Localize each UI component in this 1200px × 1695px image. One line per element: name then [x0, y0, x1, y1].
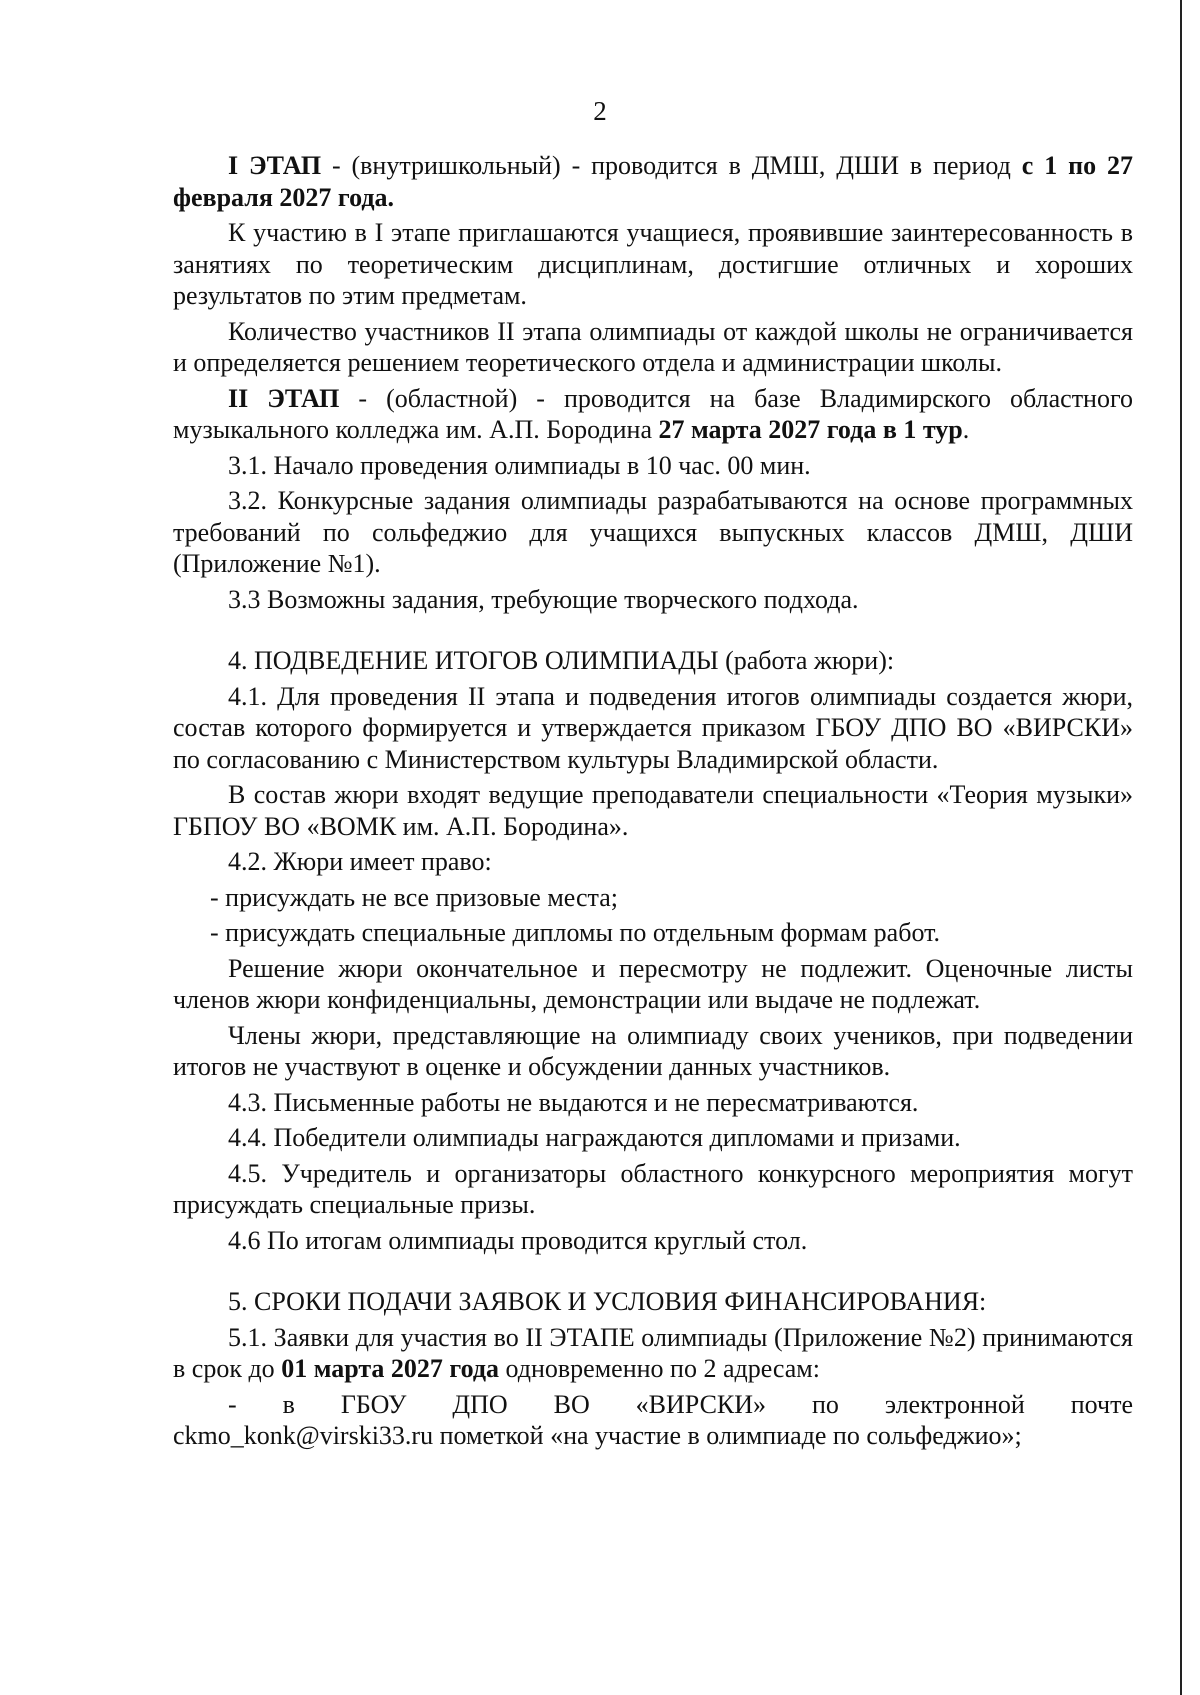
participation-paragraph: К участию в I этапе приглашаются учащиеся, проявившие заинтересованность в занятиях по теоретическим дисциплинам, достигшие отличных и хороших результатов по этим предметам. — [173, 218, 1133, 310]
section-4-heading: 4. ПОДВЕДЕНИЕ ИТОГОВ ОЛИМПИАДЫ (работа жюри): — [228, 646, 895, 675]
stage2-title: II ЭТАП — [228, 383, 340, 413]
stage1-dates: с 1 по 27 февраля 2027 года. — [173, 151, 1133, 212]
page-number: 2 — [593, 96, 607, 126]
clause-3-2: 3.2. Конкурсные задания олимпиады разрабатываются на основе программных требований по сольфеджио для учащихся выпускных классов ДМШ, ДШИ (Приложение №1). — [173, 486, 1133, 578]
clause-4-6: 4.6 По итогам олимпиады проводится круглый стол. — [228, 1225, 808, 1255]
clause-4-4: 4.4. Победители олимпиады награждаются дипломами и призами. — [228, 1123, 961, 1152]
page-edge-line — [1180, 0, 1182, 1695]
clause-5-1-post: одновременно по 2 адресам: — [499, 1354, 820, 1383]
clause-4-1: 4.1. Для проведения II этапа и подведения итогов олимпиады создается жюри, состав которого формируется и утверждается приказом ГБОУ ДПО ВО «ВИРСКИ» по согласованию с Министерством культуры Владимирской области. — [173, 681, 1133, 774]
clause-4-2: 4.2. Жюри имеет право: — [228, 847, 492, 876]
decision-paragraph: Решение жюри окончательное и пересмотру не подлежит. Оценочные листы членов жюри конфиденциальны, демонстрации или выдаче не подлежат. — [173, 953, 1133, 1014]
document-body — [173, 150, 1133, 1456]
jury-members-paragraph: Члены жюри, представляющие на олимпиаду своих учеников, при подведении итогов не участвуют в оценке и обсуждении данных участников. — [173, 1020, 1133, 1081]
jury-composition-paragraph: В состав жюри входят ведущие преподаватели специальности «Теория музыки» ГБПОУ ВО «ВОМК им. А.П. Бородина». — [173, 780, 1133, 841]
clause-4-5: 4.5. Учредитель и организаторы областного конкурсного мероприятия могут присуждать специальные призы. — [173, 1158, 1133, 1219]
stage2-text: - (областной) - проводится на базе Владимирского областного музыкального колледжа им. А.П. Бородина — [173, 383, 1133, 444]
address-item-1-line2: ckmo_konk@virski33.ru пометкой «на участие в олимпиаде по сольфеджио»; — [173, 1421, 1022, 1450]
clause-5-1-pre: 5.1. Заявки для участия во II ЭТАПЕ олимпиады (Приложение №2) принимаются в срок до — [173, 1322, 1133, 1383]
quantity-paragraph: Количество участников II этапа олимпиады от каждой школы не ограничивается и определяется решением теоретического отдела и администрации школы. — [173, 316, 1133, 377]
clause-3-1: 3.1. Начало проведения олимпиады в 10 час. 00 мин. — [228, 450, 811, 480]
stage2-end: . — [962, 415, 970, 444]
stage2-dates: 27 марта 2027 года в 1 тур — [658, 415, 963, 444]
clause-3-3: 3.3 Возможны задания, требующие творческого подхода. — [228, 584, 859, 614]
jury-right-item-1: - присуждать не все призовые места; — [210, 882, 618, 912]
stage1-title: I ЭТАП — [228, 151, 322, 180]
stage2-paragraph — [173, 383, 1133, 446]
stage1-text: - (внутришкольный) - проводится в ДМШ, ДШИ в период — [321, 151, 1022, 180]
stage1-paragraph — [173, 150, 1133, 213]
clause-5-1 — [173, 1322, 1133, 1385]
section-5-heading: 5. СРОКИ ПОДАЧИ ЗАЯВОК И УСЛОВИЯ ФИНАНСИРОВАНИЯ: — [228, 1287, 987, 1316]
address-item-1-line1: - в ГБОУ ДПО ВО «ВИРСКИ» по электронной почте — [228, 1389, 1133, 1419]
clause-5-1-date: 01 марта 2027 года — [281, 1354, 499, 1383]
jury-right-item-2: - присуждать специальные дипломы по отдельным формам работ. — [210, 918, 941, 947]
clause-4-3: 4.3. Письменные работы не выдаются и не пересматриваются. — [228, 1087, 919, 1117]
